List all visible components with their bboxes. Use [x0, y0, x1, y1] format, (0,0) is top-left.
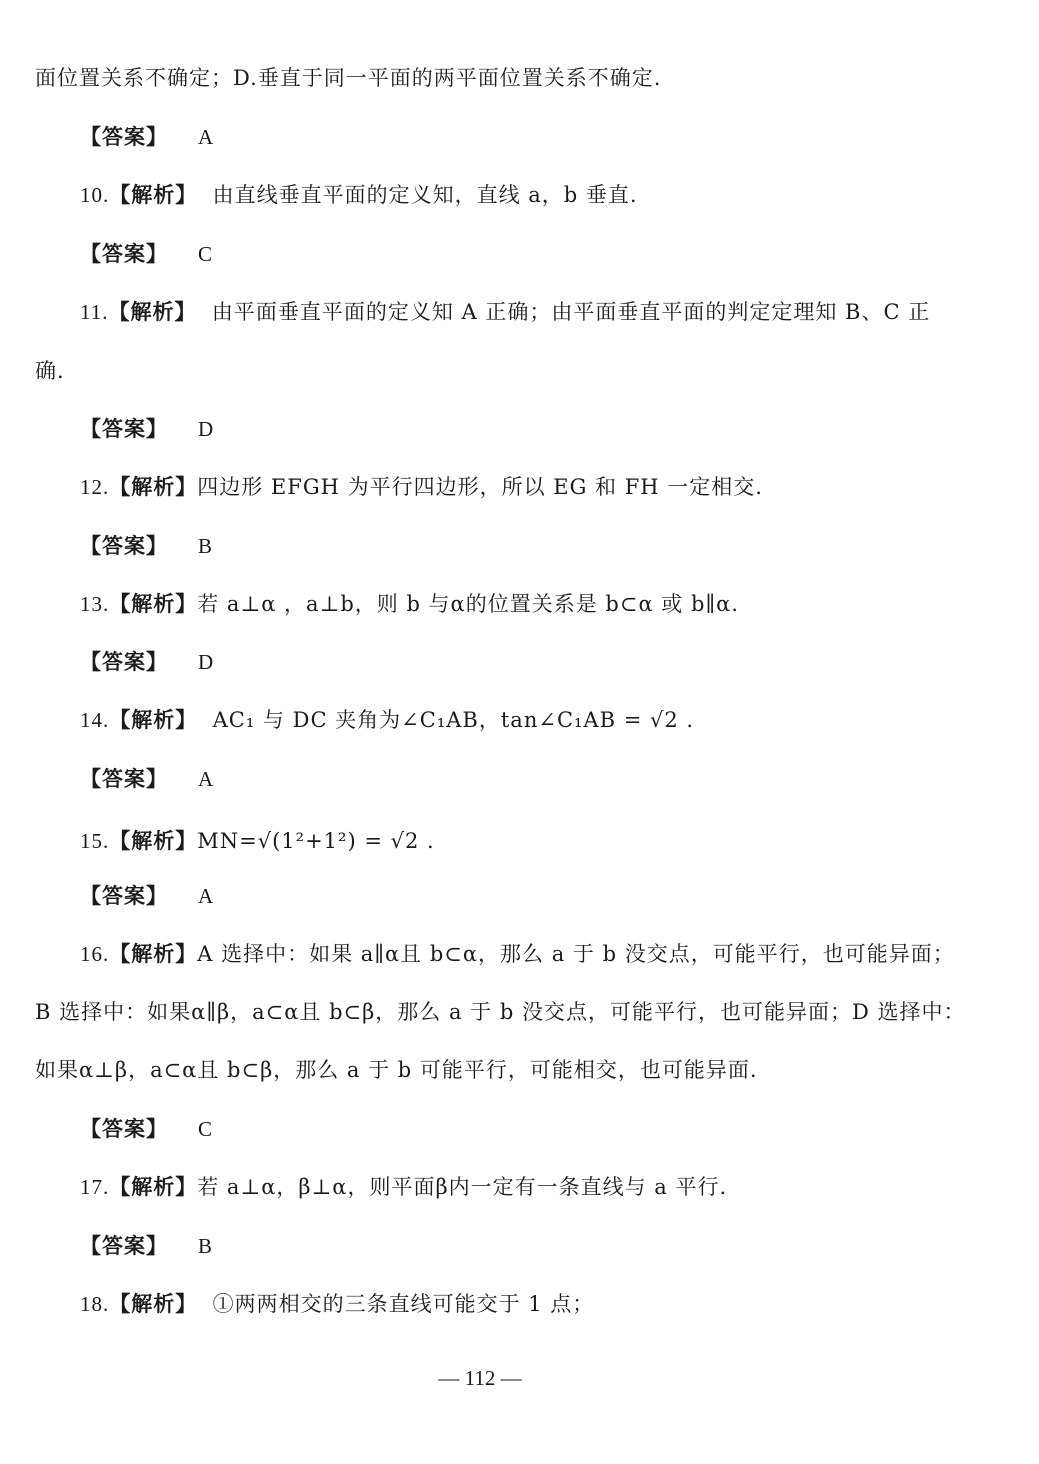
- answer-line: [80, 1114, 213, 1144]
- answer-line: [80, 1231, 213, 1261]
- solution-tag: 【解析】: [109, 1175, 198, 1199]
- solution-text: 若 a⊥α，β⊥α，则平面β内一定有一条直线与 a 平行.: [197, 1175, 728, 1199]
- answer-line: [80, 881, 214, 911]
- solution-tag: 【解析】: [109, 1292, 198, 1316]
- answer-line: [80, 647, 214, 677]
- answer-line: [80, 122, 214, 152]
- solution-line: [80, 297, 930, 327]
- solution-tag: 【解析】: [109, 475, 198, 499]
- question-number: 12.: [80, 475, 110, 499]
- solution-tag: 【解析】: [109, 708, 198, 732]
- question-number: 15.: [80, 829, 110, 853]
- question-number: 11.: [80, 300, 109, 324]
- answer-tag: 【答案】: [80, 242, 168, 266]
- solution-tag: 【解析】: [109, 592, 198, 616]
- solution-line: [80, 1289, 594, 1319]
- answer-line: [80, 531, 213, 561]
- text-line: [35, 356, 65, 386]
- answer-tag: 【答案】: [80, 534, 168, 558]
- answer-value: A: [198, 125, 215, 149]
- answer-line: [80, 764, 214, 794]
- solution-tag: 【解析】: [109, 183, 198, 207]
- answer-value: B: [198, 1234, 214, 1258]
- question-number: 17.: [80, 1175, 110, 1199]
- answer-line: [80, 414, 214, 444]
- answer-value: A: [198, 767, 215, 791]
- line-text: 如果α⊥β，a⊂α且 b⊂β，那么 a 于 b 可能平行，可能相交，也可能异面.: [35, 1058, 758, 1082]
- answer-tag: 【答案】: [80, 650, 168, 674]
- question-number: 14.: [80, 708, 110, 732]
- solution-text: 四边形 EFGH 为平行四边形，所以 EG 和 FH 一定相交.: [197, 475, 763, 499]
- answer-value: D: [198, 650, 215, 674]
- question-number: 10.: [80, 183, 110, 207]
- answer-tag: 【答案】: [80, 1234, 168, 1258]
- solution-text: A 选择中：如果 a∥α且 b⊂α，那么 a 于 b 没交点，可能平行，也可能异面；: [197, 942, 955, 966]
- answer-value: B: [198, 534, 214, 558]
- solution-line: [80, 472, 763, 502]
- answer-tag: 【答案】: [80, 1117, 168, 1141]
- text-line: [35, 1055, 758, 1085]
- solution-tag: 【解析】: [109, 942, 198, 966]
- answer-tag: 【答案】: [80, 417, 168, 441]
- solution-text: MN=√(1²+1²) = √2 .: [197, 829, 435, 853]
- line-text: 确.: [35, 359, 65, 383]
- answer-line: [80, 239, 213, 269]
- solution-line: [80, 180, 638, 210]
- line-text: 面位置关系不确定；D.垂直于同一平面的两平面位置关系不确定.: [35, 66, 662, 90]
- solution-text: AC₁ 与 DC 夹角为∠C₁AB，tan∠C₁AB = √2 .: [197, 708, 695, 732]
- solution-tag: 【解析】: [108, 300, 197, 324]
- answer-tag: 【答案】: [80, 884, 168, 908]
- answer-value: D: [198, 417, 215, 441]
- answer-value: C: [198, 242, 214, 266]
- solution-line: [80, 1172, 727, 1202]
- line-text: B 选择中：如果α∥β，a⊂α且 b⊂β，那么 a 于 b 没交点，可能平行，也可能异面；D 选择中：: [35, 1000, 966, 1024]
- question-number: 16.: [80, 942, 110, 966]
- solution-tag: 【解析】: [109, 829, 198, 853]
- solution-line: [80, 589, 739, 619]
- page-number: — 112 —: [438, 1366, 522, 1390]
- question-number: 13.: [80, 592, 110, 616]
- answer-value: C: [198, 1117, 214, 1141]
- answer-value: A: [198, 884, 215, 908]
- solution-text: 由直线垂直平面的定义知，直线 a，b 垂直.: [197, 183, 638, 207]
- text-line: [35, 63, 661, 93]
- question-number: 18.: [80, 1292, 110, 1316]
- text-line: [35, 997, 965, 1027]
- solution-line: [80, 939, 955, 969]
- solution-line: [80, 705, 694, 735]
- solution-text: 由平面垂直平面的定义知 A 正确；由平面垂直平面的判定定理知 B、C 正: [196, 300, 931, 324]
- answer-tag: 【答案】: [80, 125, 168, 149]
- answer-tag: 【答案】: [80, 767, 168, 791]
- solution-line: [80, 826, 435, 856]
- solution-text: ①两两相交的三条直线可能交于 1 点；: [197, 1292, 595, 1316]
- solution-text: 若 a⊥α ，a⊥b，则 b 与α的位置关系是 b⊂α 或 b∥α.: [197, 592, 739, 616]
